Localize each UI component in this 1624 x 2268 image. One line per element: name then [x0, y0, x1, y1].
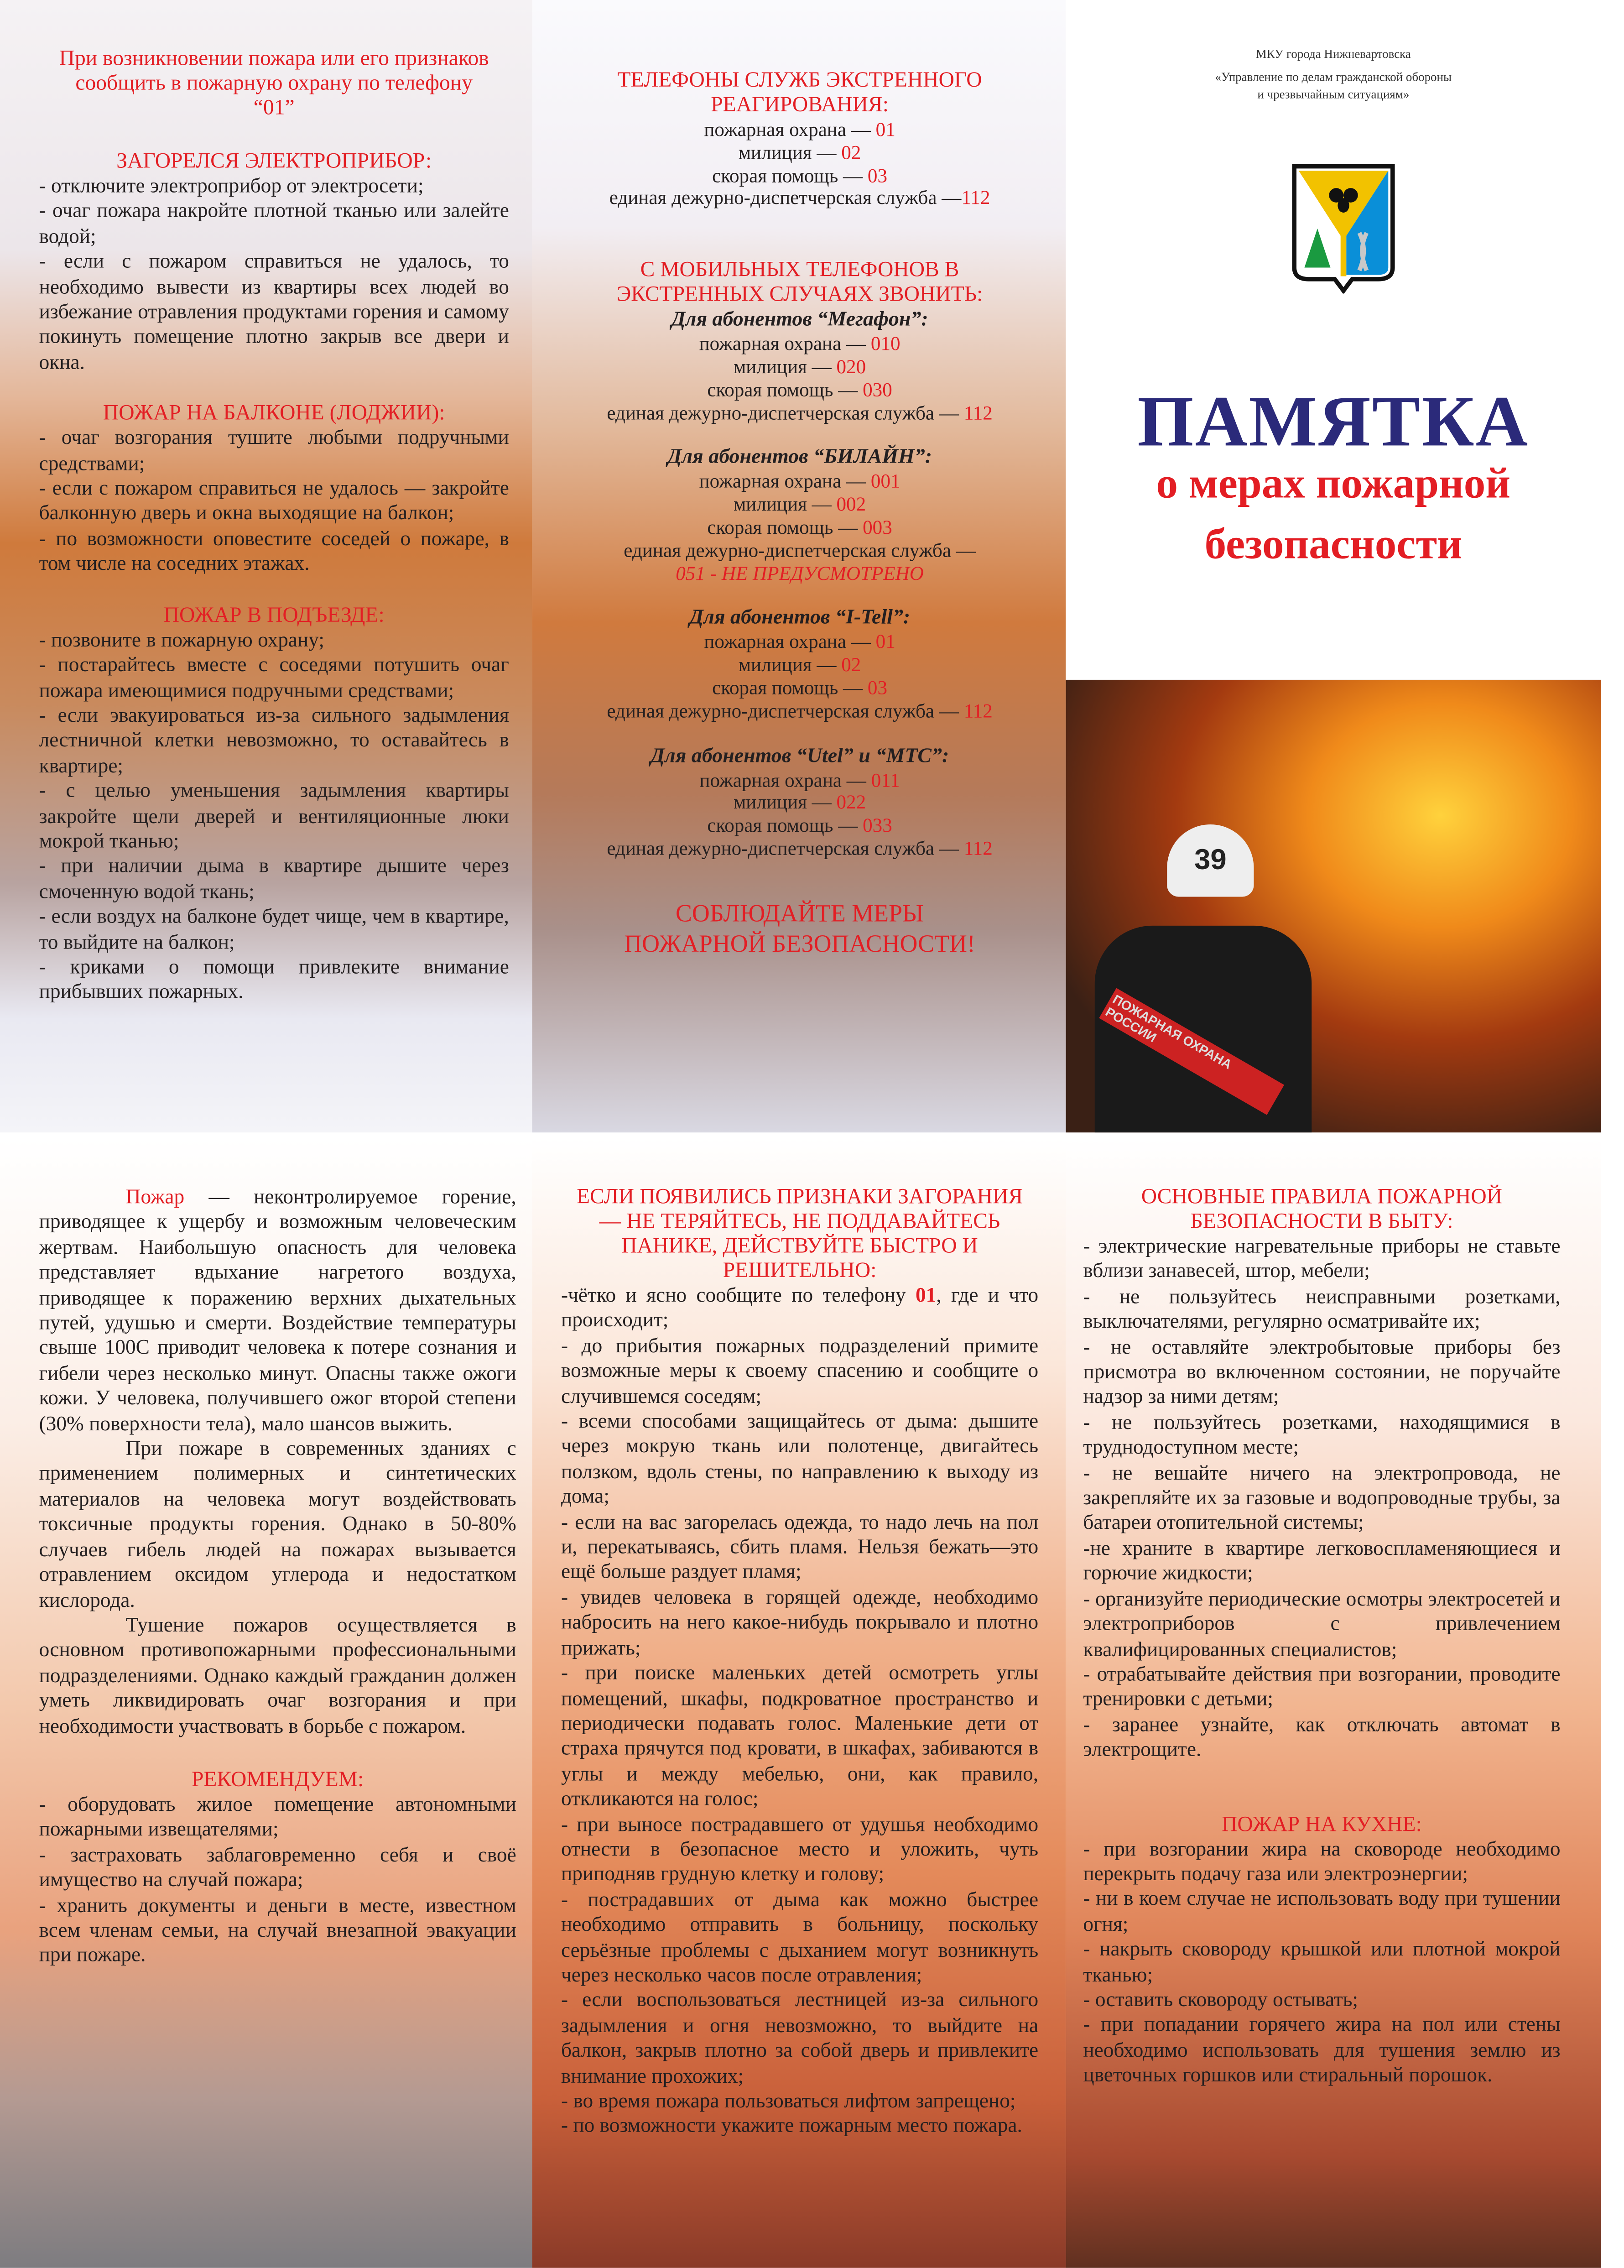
list-item: - не пользуйтесь розетками, находящимися в труднодоступном месте; — [1083, 1411, 1561, 1460]
actions-title: ЕСЛИ ПОЯВИЛИСЬ ПРИЗНАКИ ЗАГОРАНИЯ — НЕ ТЕРЯЙТЕСЬ, НЕ ПОДДАВАЙТЕСЬ ПАНИКЕ, ДЕЙСТВУЙТЕ БЫСТРО И РЕШИТЕЛЬНО: — [576, 1186, 1023, 1283]
list-item: - увидев человека в горящей одежде, необходимо набросить на него какое-нибудь покрывало и плотно прижать; — [561, 1586, 1039, 1660]
phone-line — [576, 654, 1024, 677]
list-item: - организуйте периодические осмотры электросетей и электроприборов с привлечением квалифицированных специалистов; — [1083, 1587, 1561, 1661]
section-title: ПОЖАР НА БАЛКОНЕ (ЛОДЖИИ): — [103, 402, 445, 426]
fire-term: Пожар — [125, 1186, 185, 1210]
service-name: скорая помощь — — [707, 516, 863, 538]
list-item: - оставить сковороду остывать; — [1083, 1988, 1358, 2012]
phone-line — [576, 187, 1024, 210]
operator-name: Для абонентов “Мегафон”: — [671, 308, 928, 332]
first-action-text-end: , где и что происходит; — [561, 1284, 1039, 1333]
list-item: - во время пожара пользоваться лифтом запрещено; — [561, 2090, 1016, 2113]
org-dept-2: и чрезвычайным ситуациям» — [1257, 87, 1410, 101]
phone-line — [576, 814, 1024, 837]
recommend-title: РЕКОМЕНДУЕМ: — [191, 1768, 364, 1792]
service-name: скорая помощь — — [712, 677, 868, 699]
list-item: - при попадании горячего жира на пол или стены необходимо использовать для тушения землю из цветочных горшков или стиральный порошок. — [1083, 2013, 1561, 2088]
operator-name: Для абонентов “Utel” и “МТС”: — [650, 744, 949, 767]
phone-number: 03 — [867, 164, 888, 186]
service-name: скорая помощь — — [707, 814, 863, 836]
list-item: - не вешайте ничего на электропровода, не закрепляйте их за газовые и водопроводные трубы, за батареи отопительной системы; — [1083, 1461, 1561, 1535]
jacket-text: ПОЖАРНАЯ ОХРАНА РОССИИ — [1099, 988, 1284, 1115]
firefighter-photo — [1066, 680, 1601, 1132]
phone-line — [576, 333, 1024, 356]
service-name: милиция — — [738, 141, 842, 163]
phone-line — [576, 356, 1024, 379]
section-title: ЗАГОРЕЛСЯ ЭЛЕКТРОПРИБОР: — [116, 150, 432, 174]
list-item: - по возможности укажите пожарным место пожара. — [561, 2115, 1022, 2138]
panel-rules — [1066, 1138, 1601, 2268]
org-dept-1: «Управление по делам гражданской обороны — [1215, 68, 1452, 83]
list-item: - электрические нагревательные приборы не ставьте вблизи занавесей, штор, мебели; — [1083, 1235, 1561, 1284]
phone-line — [576, 677, 1024, 699]
list-item: - при наличии дыма в квартире дышите через смоченную водой ткань; — [39, 855, 509, 904]
list-item: - отрабатывайте действия при возгорании, проводите тренировки с детьми; — [1083, 1663, 1561, 1712]
phone-number: 003 — [863, 516, 892, 538]
service-name: единая дежурно-диспетчерская служба — — [607, 837, 964, 859]
intro-text: При возникновении пожара или его признаков сообщить в пожарную охрану по телефону “01” — [59, 47, 489, 120]
fire-phone-number: 01 — [916, 1284, 937, 1308]
list-item: - по возможности оповестите соседей о пожаре, в том числе на соседних этажах. — [39, 527, 509, 576]
city-coat-of-arms — [1291, 163, 1395, 293]
list-item: - если воспользоваться лестницей из-за сильного задымления и огня невозможно, то выйдите на балкон, закрыв плотно за собой дверь и привлеките внимание прохожих; — [561, 1989, 1039, 2088]
list-item: - при выносе пострадавшего от удушья необходимо отнести в безопасное место и уложить, чуть приподняв грудную клетку и голову; — [561, 1813, 1039, 1887]
phone-line — [576, 792, 1024, 814]
phone-number: 051 - НЕ ПРЕДУСМОТРЕНО — [676, 562, 924, 584]
phone-line — [576, 119, 1024, 141]
list-item: - очаг пожара накройте плотной тканью или залейте водой; — [39, 200, 509, 249]
phone-line — [576, 562, 1024, 585]
phones-title: ТЕЛЕФОНЫ СЛУЖБ ЭКСТРЕННОГО РЕАГИРОВАНИЯ: — [617, 69, 982, 117]
service-name: милиция — — [733, 792, 837, 813]
phone-number: 01 — [875, 631, 895, 653]
list-item: - криками о помощи привлеките внимание прибывших пожарных. — [39, 956, 509, 1005]
list-item: - хранить документы и деньги в месте, известном всем членам семьи, на случай внезапной эвакуации при пожаре. — [39, 1894, 516, 1968]
kitchen-title: ПОЖАР НА КУХНЕ: — [1222, 1813, 1422, 1836]
service-name: милиция — — [738, 654, 842, 676]
phone-number: 022 — [836, 792, 866, 813]
list-item: - пострадавших от дыма как можно быстрее необходимо отправить в больницу, поскольку серьёзные проблемы с дыханием могут возникнуть через несколько часов после отравления; — [561, 1888, 1039, 1987]
list-item: - очаг возгорания тушите любыми подручными средствами; — [39, 427, 509, 475]
service-name: скорая помощь — — [707, 378, 863, 401]
phone-line — [576, 379, 1024, 401]
fire-definition: — неконтролируемое горение, приводящее к ущербу и возможным человеческим жертвам. Наибольшую опасность для человека представляет вдыхание нагретого воздуха, приводящее к поражению верхних дыхательных путей, удушью и смерти. Воздействие температуры свыше 100С приводит человека к потере сознания и гибели через несколько минут. Опасны также ожоги кожи. У человека, получившего ожог второй степени (30% поверхности тела), мало шансов выжить. — [39, 1186, 516, 1436]
list-item: - не пользуйтесь неисправными розетками, выключателями, регулярно осматривайте их; — [1083, 1285, 1561, 1334]
phone-number: 02 — [841, 141, 861, 163]
service-name: милиция — — [733, 493, 837, 516]
service-name: единая дежурно-диспетчерская служба — — [607, 401, 964, 423]
service-name: пожарная охрана — — [699, 470, 871, 493]
list-item: - всеми способами защищайтесь от дыма: дышите через мокрую ткань или полотенце, двигайтесь ползком, вдоль стены, по направлению к выходу из дома; — [561, 1410, 1039, 1509]
cover-subtitle-2: безопасности — [1204, 521, 1463, 568]
list-item: - постарайтесь вместе с соседями потушить очаг пожара имеющимися подручными средствами; — [39, 654, 509, 703]
phone-number: 112 — [963, 699, 993, 722]
phone-line — [576, 837, 1024, 860]
panel-fire-actions — [0, 0, 532, 1132]
list-item: - оборудовать жилое помещение автономными пожарными извещателями; — [39, 1793, 516, 1842]
mobile-title: С МОБИЛЬНЫХ ТЕЛЕФОНОВ В ЭКСТРЕННЫХ СЛУЧАЯХ ЗВОНИТЬ: — [616, 259, 983, 307]
panel-emergency-phones — [532, 0, 1066, 1132]
panel-actions — [532, 1138, 1066, 2268]
list-item: - при поиске маленьких детей осмотреть углы помещений, шкафы, подкроватное пространство и периодически подавать голос. Маленькие дети от страха прячутся под кровати, в шкафах, забиваются в углы и между мебелью, они, как правило, откликаются на голос; — [561, 1662, 1039, 1811]
phone-line — [576, 164, 1024, 187]
phone-line — [576, 141, 1024, 164]
phone-line — [576, 470, 1024, 493]
list-item: -не храните в квартире легковоспламеняющиеся и горючие жидкости; — [1083, 1537, 1561, 1586]
phone-number: 001 — [870, 470, 900, 493]
phone-number: 02 — [841, 654, 861, 676]
phone-number: 030 — [863, 378, 892, 401]
phone-line — [576, 516, 1024, 539]
phone-line — [576, 769, 1024, 792]
phone-number: 112 — [963, 837, 993, 859]
panel-about-fire — [0, 1138, 532, 2268]
list-item: - отключите электроприбор от электросети; — [39, 175, 424, 198]
phone-number: 112 — [961, 187, 990, 209]
phone-number: 010 — [870, 333, 900, 355]
paragraph-toxic: При пожаре в современных зданиях с применением полимерных и синтетических материалов на человека могут воздействовать токсичные продукты горения. Однако в 50-80% случаев гибель людей на пожарах вызывается отравлением оксидом углерода и недостатком кислорода. — [39, 1438, 516, 1612]
list-item: - если с пожаром справиться не удалось — закройте балконную дверь и окна выходящие на балкон; — [39, 477, 509, 526]
rules-title: ОСНОВНЫЕ ПРАВИЛА ПОЖАРНОЙ БЕЗОПАСНОСТИ В БЫТУ: — [1141, 1186, 1503, 1234]
phone-line — [576, 494, 1024, 516]
list-item: - до прибытия пожарных подразделений примите возможные меры к своему спасению и сообщите о случившемся соседям; — [561, 1335, 1039, 1408]
panel-cover — [1066, 0, 1601, 1132]
list-item: - если эвакуироваться из-за сильного задымления лестничной клетки невозможно, то оставайтесь в квартире; — [39, 704, 509, 778]
phone-number: 01 — [875, 118, 895, 141]
section-title: ПОЖАР В ПОДЪЕЗДЕ: — [163, 604, 385, 627]
service-name: пожарная охрана — — [704, 118, 876, 141]
service-name: пожарная охрана — — [699, 333, 871, 355]
service-name: милиция — — [733, 355, 837, 378]
list-item: - позвоните в пожарную охрану; — [39, 629, 324, 652]
list-item: - если на вас загорелась одежда, то надо лечь на пол и, перекатываясь, сбить пламя. Нельзя бежать—это ещё больше раздует пламя; — [561, 1511, 1039, 1585]
list-item: - ни в коем случае не использовать воду при тушении огня; — [1083, 1888, 1561, 1936]
phone-line — [576, 700, 1024, 723]
service-name: единая дежурно-диспетчерская служба — — [624, 539, 976, 561]
phone-number: 011 — [871, 769, 900, 791]
phone-line — [576, 539, 1024, 562]
phone-line — [576, 631, 1024, 654]
phone-number: 020 — [836, 355, 866, 378]
phone-number: 033 — [863, 814, 892, 836]
list-item: - если воздух на балконе будет чище, чем в квартире, то выйдите на балкон; — [39, 905, 509, 954]
first-action-text: -чётко и ясно сообщите по телефону — [561, 1284, 916, 1308]
operator-name: Для абонентов “I-Tell”: — [689, 606, 911, 630]
service-name: единая дежурно-диспетчерская служба — — [609, 187, 962, 209]
list-item: - накрыть сковороду крышкой или плотной мокрой тканью; — [1083, 1938, 1561, 1987]
service-name: пожарная охрана — — [704, 631, 876, 653]
service-name: единая дежурно-диспетчерская служба — — [607, 699, 964, 722]
paragraph-extinguish: Тушение пожаров осуществляется в основном противопожарными профессиональными подразделениями. Однако каждый гражданин должен уметь ликвидировать очаг возгорания и при необходимости участвовать в борьбе с пожаром. — [39, 1614, 516, 1738]
helmet-number: 39 — [1167, 824, 1254, 897]
list-item: - с целью уменьшения задымления квартиры закройте щели дверей и вентиляционные люки мокрой тканью; — [39, 780, 509, 854]
phone-line — [576, 401, 1024, 424]
service-name: скорая помощь — — [712, 164, 868, 186]
org-name: МКУ города Нижневартовска — [1255, 46, 1411, 61]
list-item: - не оставляйте электробытовые приборы без присмотра во включенном состоянии, не поручайте надзор за ними детям; — [1083, 1335, 1561, 1410]
list-item: - застраховать заблаговременно себя и своё имущество на случай пожара; — [39, 1844, 516, 1892]
list-item: - если с пожаром справиться не удалось, то необходимо вывести из квартиры всех людей во избежание отравления продуктами горения и самому покинуть помещение плотно закрыв все двери и окна. — [39, 250, 509, 375]
cover-title: ПАМЯТКА — [1137, 380, 1530, 462]
phone-number: 03 — [867, 677, 888, 699]
slogan: СОБЛЮДАЙТЕ МЕРЫ ПОЖАРНОЙ БЕЗОПАСНОСТИ! — [624, 899, 975, 957]
operator-name: Для абонентов “БИЛАЙН”: — [667, 446, 932, 469]
cover-subtitle-1: о мерах пожарной — [1156, 460, 1511, 508]
service-name: пожарная охрана — — [699, 769, 871, 791]
phone-number: 002 — [836, 493, 866, 516]
list-item: - заранее узнайте, как отключать автомат в электрощите. — [1083, 1713, 1561, 1762]
phone-number: 112 — [963, 401, 993, 423]
list-item: - при возгорании жира на сковороде необходимо перекрыть подачу газа или электроэнергии; — [1083, 1837, 1561, 1886]
